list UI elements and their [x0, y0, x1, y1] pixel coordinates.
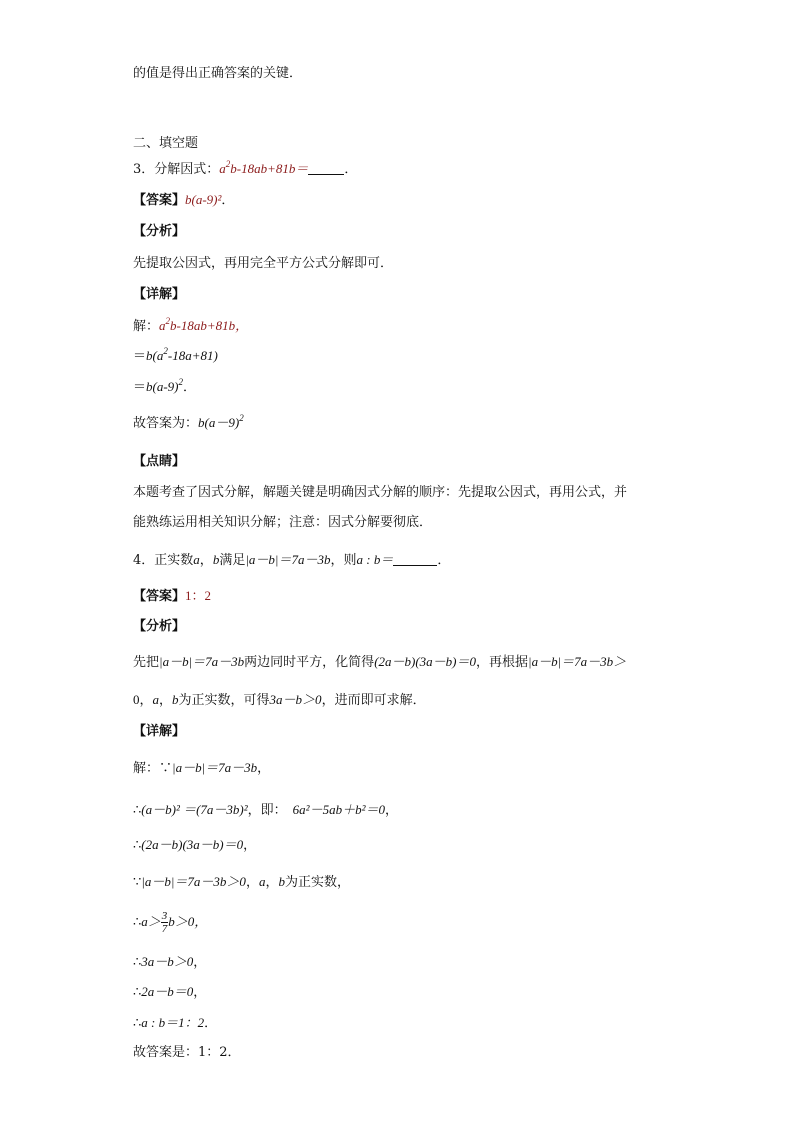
q3-prompt: 分解因式：	[154, 162, 220, 177]
q4-step-6: ∴3a－b＞0，	[133, 954, 207, 970]
q4-analysis-line-1: 先把|a－b|＝7a－3b两边同时平方，化简得(2a－b)(3a－b)＝0，再根据|a－b|＝7a－3b＞	[133, 654, 627, 670]
q3-number: 3．	[133, 162, 155, 177]
q3-comment-line-1: 本题考查了因式分解，解题关键是明确因式分解的顺序：先提取公因式，再用公式，并	[133, 485, 628, 500]
q4-answer-blank	[393, 553, 437, 566]
q4-step-4: ∵|a－b|＝7a－3b＞0，a，b为正实数，	[133, 874, 350, 890]
q3-answer-blank	[308, 162, 344, 175]
q3-step-1: 解：$a^2b-18ab+81b$，	[133, 316, 249, 334]
q4-step-3: ∴(2a－b)(3a－b)＝0，	[133, 837, 257, 853]
q3-step-3: $=b(a-9)^2$．	[133, 377, 197, 395]
q3-answer-value: b(a-9)²	[185, 192, 222, 207]
q4-step-1: 解：∵|a－b|＝7a－3b，	[133, 760, 271, 776]
q3-step-2: $=b(a^2-18a+81)$	[133, 346, 218, 363]
q3-result: 故答案为：$b(a-9)^2$	[133, 413, 244, 431]
q3-stem: 3．分解因式：$a^2b-18ab+81b=$ ．	[133, 159, 358, 177]
section-title: 二、填空题	[133, 136, 199, 151]
q4-answer-value: 1：2	[185, 588, 212, 603]
q3-expression: $a^2b-18ab+81b=$	[219, 159, 309, 176]
q4-analysis-tag: 【分析】	[133, 619, 186, 634]
q4-result: 故答案是：1：2．	[133, 1045, 241, 1060]
q4-condition: |a－b|＝7a－3b	[245, 552, 331, 567]
q3-analysis-text: 先提取公因式，再用完全平方公式分解即可．	[133, 256, 394, 271]
q3-answer: 【答案】b(a-9)²．	[133, 192, 235, 208]
q3-analysis-tag: 【分析】	[133, 224, 186, 239]
q4-step-7: ∴2a－b＝0，	[133, 984, 207, 1000]
answer-tag: 【答案】	[133, 193, 186, 208]
q4-answer: 【答案】1：2	[133, 588, 212, 604]
q3-comment-line-2: 能熟练运用相关知识分解；注意：因式分解要彻底．	[133, 515, 433, 530]
q3-detail-tag: 【详解】	[133, 287, 186, 302]
q3-comment-tag: 【点睛】	[133, 454, 186, 469]
q4-step-5: ∴a＞ $\frac{3}{7}$ b＞0，	[133, 910, 208, 935]
q4-step-2: ∴(a－b)² ＝(7a－3b)²，即： 6a²－5ab＋b²＝0，	[133, 802, 398, 818]
q4-stem: 4．正实数a，b满足|a－b|＝7a－3b，则a : b＝ ．	[133, 552, 451, 568]
q4-step-8: ∴a : b＝1：2．	[133, 1015, 218, 1031]
fraction-3-7: $\frac{3}{7}$	[161, 910, 168, 935]
q4-detail-tag: 【详解】	[133, 724, 186, 739]
intro-continuation: 的值是得出正确答案的关键．	[133, 66, 303, 81]
q4-analysis-line-2: 0，a，b为正实数，可得3a－b＞0，进而即可求解．	[133, 692, 426, 708]
